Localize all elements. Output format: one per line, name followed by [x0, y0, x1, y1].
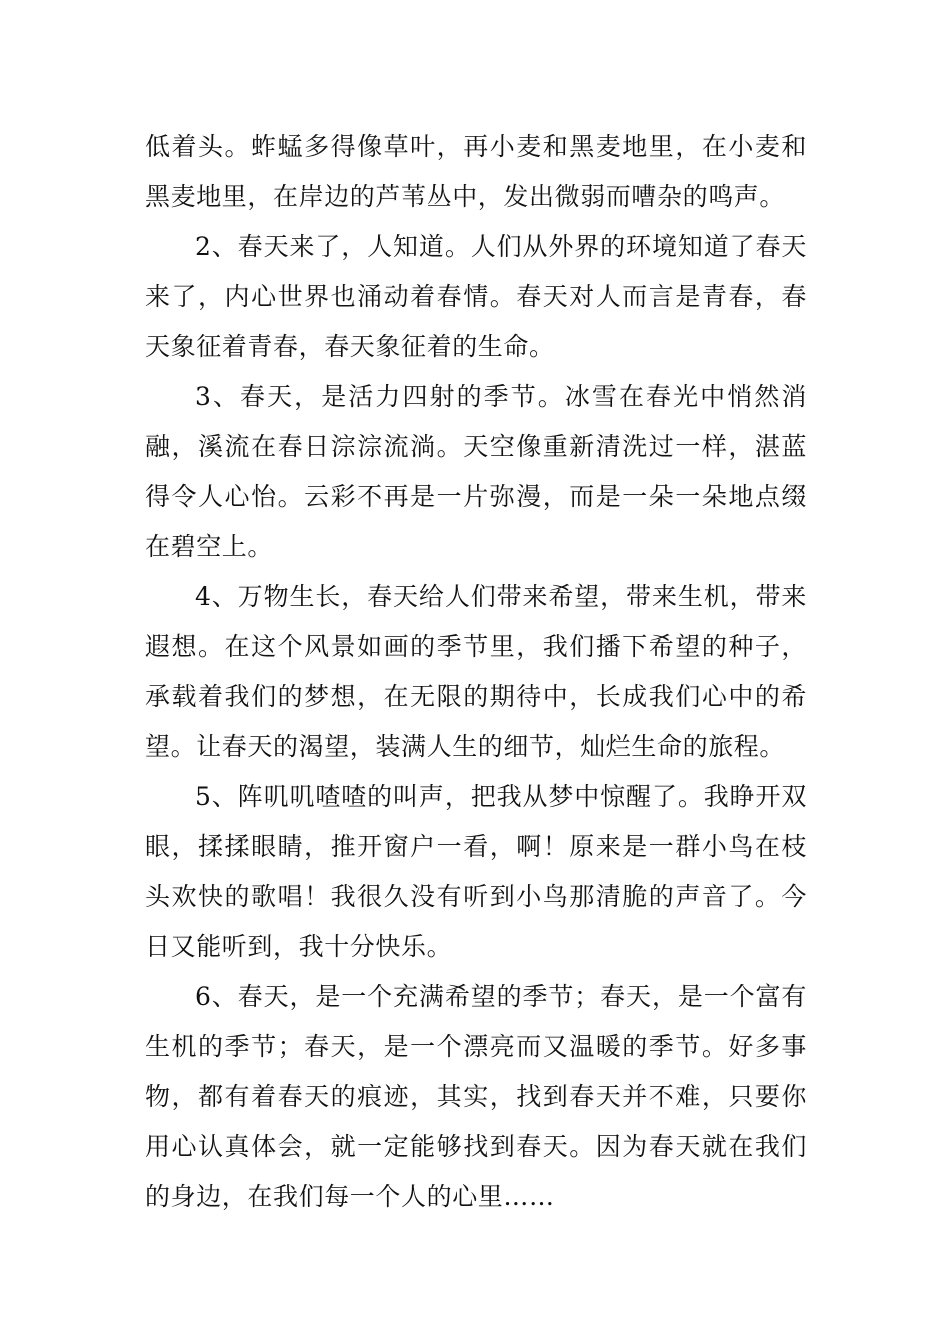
paragraph-6: 6、春天，是一个充满希望的季节；春天，是一个富有生机的季节；春天，是一个漂亮而又温暖的季节。好多事物，都有着春天的痕迹，其实，找到春天并不难，只要你用心认真体会，就一定能够找到春天。因为春天就在我们的身边，在我们每一个人的心里…… [145, 982, 807, 1211]
paragraph-5: 5、阵叽叽喳喳的叫声，把我从梦中惊醒了。我睁开双眼，揉揉眼睛，推开窗户一看，啊！原来是一群小鸟在枝头欢快的歌唱！我很久没有听到小鸟那清脆的声音了。今日又能听到，我十分快乐。 [145, 782, 807, 961]
paragraph-4: 4、万物生长，春天给人们带来希望，带来生机，带来遐想。在这个风景如画的季节里，我们播下希望的种子，承载着我们的梦想，在无限的期待中，长成我们心中的希望。让春天的渴望，装满人生的细节，灿烂生命的旅程。 [145, 582, 807, 761]
document-body [145, 122, 807, 1222]
paragraph-3: 3、春天，是活力四射的季节。冰雪在春光中悄然消融，溪流在春日淙淙流淌。天空像重新清洗过一样，湛蓝得令人心怡。云彩不再是一片弥漫，而是一朵一朵地点缀在碧空上。 [145, 382, 807, 561]
paragraph-continuation: 低着头。蚱蜢多得像草叶，再小麦和黑麦地里，在小麦和黑麦地里，在岸边的芦苇丛中，发出微弱而嘈杂的鸣声。 [145, 132, 807, 211]
paragraph-2: 2、春天来了，人知道。人们从外界的环境知道了春天来了，内心世界也涌动着春情。春天对人而言是青春，春天象征着青春，春天象征着的生命。 [145, 232, 807, 361]
